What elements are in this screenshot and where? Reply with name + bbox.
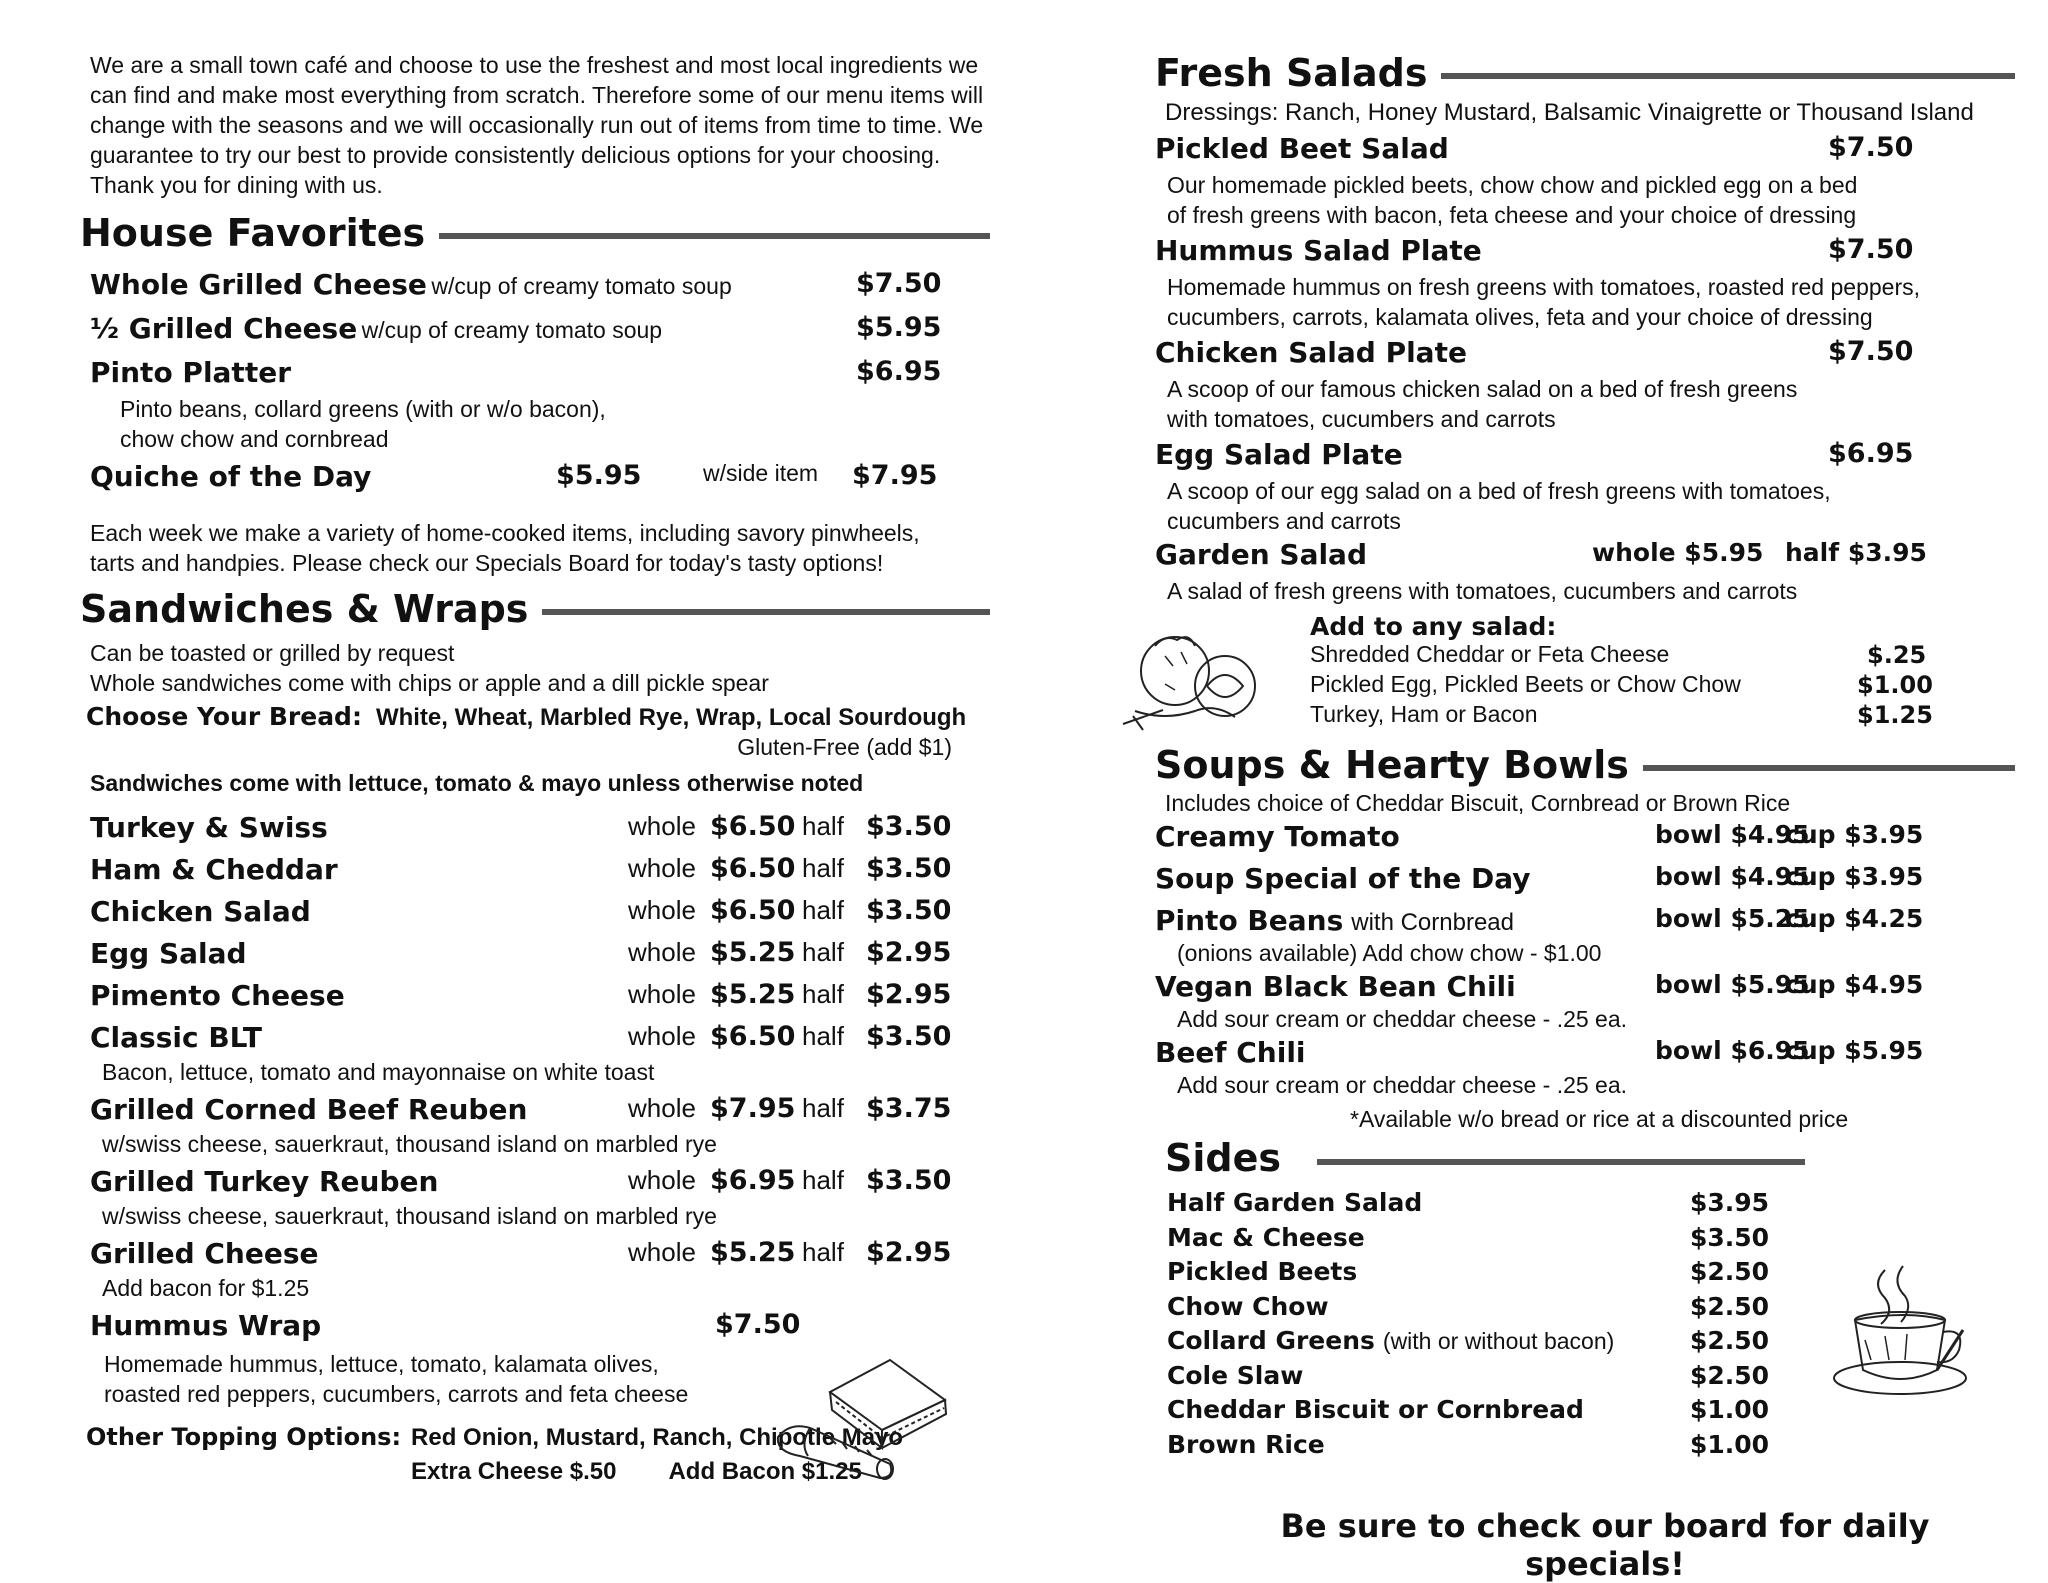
item-description: cucumbers, carrots, kalamata olives, feta and your choice of dressing — [1167, 304, 1873, 330]
addons-title: Add to any salad: — [1310, 612, 1557, 641]
item-price: $6.95 — [856, 356, 942, 387]
soups-heading — [1155, 742, 2015, 788]
addon-price: $1.00 — [1857, 671, 1933, 699]
addon-label: Turkey, Ham or Bacon — [1310, 701, 1538, 727]
half-price: half $3.95 — [1785, 538, 1927, 567]
section-rule — [1441, 73, 2015, 79]
sandwiches-heading — [80, 586, 990, 632]
side-row — [1155, 1223, 2015, 1258]
item-description: (onions available) Add chow chow - $1.00 — [1177, 940, 1602, 966]
soup-row — [1155, 862, 2015, 902]
item-name: Cole Slaw — [1167, 1360, 1304, 1390]
sandwich-row — [90, 1093, 990, 1135]
item-sub: with Cornbread — [1351, 909, 1514, 936]
item-name: Chicken Salad Plate — [1155, 336, 1467, 369]
whole-price: $6.50 — [710, 811, 796, 842]
item-description: of fresh greens with bacon, feta cheese and your choice of dressing — [1167, 202, 1857, 228]
side-label: w/side item — [703, 460, 819, 486]
item-name: Vegan Black Bean Chili — [1155, 970, 1516, 1003]
bowl-price: bowl $5.95 — [1655, 970, 1810, 999]
item-price: $2.50 — [1690, 1360, 1770, 1390]
item-name: Egg Salad Plate — [1155, 438, 1403, 471]
item-name: Whole Grilled Cheese — [90, 268, 427, 301]
addon-label: Pickled Egg, Pickled Beets or Chow Chow — [1310, 671, 1741, 697]
whole-label: whole — [628, 1093, 696, 1123]
intro-paragraph: We are a small town café and choose to use the freshest and most local ingredients we can find and make most everything from scratch. Therefore some of our menu items will change with the seasons and we will occasionally run out of items from time to time. We guarantee to try our best to provide consistently delicious options for your choosing. Thank you for dining with us. — [90, 52, 984, 198]
daily-specials-footer: Be sure to check our board for daily specials! — [1280, 1507, 1930, 1583]
sandwich-row — [90, 811, 990, 853]
item-price: $5.95 — [856, 312, 942, 343]
bread-label: Choose Your Bread: — [86, 702, 362, 731]
item-name: Brown Rice — [1167, 1429, 1325, 1459]
item-sub: w/cup of creamy tomato soup — [361, 317, 663, 343]
item-description: Add bacon for $1.25 — [102, 1275, 310, 1301]
section-rule — [542, 609, 990, 615]
item-name: Mac & Cheese — [1167, 1222, 1365, 1252]
sandwich-row — [90, 853, 990, 895]
whole-label: whole — [628, 1165, 696, 1195]
sandwich-row — [90, 895, 990, 937]
half-price: $2.95 — [866, 1237, 952, 1268]
whole-label: whole — [628, 895, 696, 925]
half-label: half — [802, 979, 844, 1009]
item-name: Hummus Wrap — [90, 1309, 322, 1342]
item-name: Grilled Cheese — [90, 1237, 319, 1270]
item-name: Cheddar Biscuit or Cornbread — [1167, 1395, 1584, 1424]
soup-row — [1155, 1036, 2015, 1076]
add-bacon: Add Bacon $1.25 — [668, 1458, 862, 1485]
half-price: $3.50 — [866, 1165, 952, 1196]
item-price: $1.00 — [1690, 1395, 1770, 1424]
item-price: $7.50 — [1828, 234, 1914, 265]
soups-title: Soups & Hearty Bowls — [1155, 743, 1629, 787]
half-label: half — [802, 1021, 844, 1051]
half-price: $3.50 — [866, 895, 952, 926]
side-row — [1155, 1188, 2015, 1223]
addon-row — [1310, 671, 1940, 701]
house-favorites-title: House Favorites — [80, 211, 426, 255]
sandwich-note: Whole sandwiches come with chips or apple and a dill pickle spear — [90, 670, 769, 696]
whole-price: $6.50 — [710, 895, 796, 926]
item-sub: w/cup of creamy tomato soup — [431, 273, 732, 299]
item-name: Classic BLT — [90, 1021, 262, 1054]
half-label: half — [802, 1165, 844, 1195]
item-name: Garden Salad — [1155, 538, 1367, 571]
sandwich-row — [90, 937, 990, 979]
item-sub: (with or without bacon) — [1382, 1328, 1615, 1354]
item-description: chow chow and cornbread — [120, 426, 389, 452]
house-favorites-heading — [80, 210, 990, 256]
item-name: Collard Greens — [1167, 1326, 1375, 1355]
item-name: Hummus Salad Plate — [1155, 234, 1482, 267]
whole-price: $6.50 — [710, 853, 796, 884]
sandwich-wrap-illustration — [770, 1352, 960, 1482]
addon-price: $1.25 — [1857, 701, 1933, 729]
half-price: $3.50 — [866, 811, 952, 842]
item-name: Turkey & Swiss — [90, 811, 328, 844]
extra-cheese: Extra Cheese $.50 — [411, 1458, 617, 1485]
soups-note: *Available w/o bread or rice at a discounted price — [1350, 1106, 1849, 1132]
item-price: $3.50 — [1690, 1222, 1770, 1252]
whole-label: whole — [628, 853, 696, 883]
item-description: Homemade hummus, lettuce, tomato, kalamata olives, — [104, 1351, 659, 1377]
item-name: Egg Salad — [90, 937, 247, 970]
addon-list — [1310, 641, 1940, 731]
bread-options: White, Wheat, Marbled Rye, Wrap, Local Sourdough — [375, 704, 967, 731]
item-price: $7.50 — [856, 268, 942, 299]
side-price: $7.95 — [852, 460, 938, 491]
sandwich-row — [90, 1021, 990, 1063]
section-rule — [1643, 765, 2015, 771]
section-rule — [1317, 1159, 1805, 1165]
sandwich-row — [90, 1237, 990, 1279]
cup-price: cup $3.95 — [1785, 820, 1924, 849]
menu-item — [90, 312, 990, 356]
item-description: Add sour cream or cheddar cheese - .25 ea. — [1177, 1006, 1628, 1032]
whole-price: $6.95 — [710, 1165, 796, 1196]
item-name: Pinto Platter — [90, 356, 292, 389]
item-price: $6.95 — [1828, 438, 1914, 469]
item-price: $7.50 — [1828, 336, 1914, 367]
menu-item — [90, 268, 990, 312]
left-column — [80, 50, 990, 1486]
item-price: $2.50 — [1690, 1291, 1770, 1321]
coffee-cup-illustration — [1825, 1260, 1975, 1410]
item-name: Grilled Turkey Reuben — [90, 1165, 439, 1198]
salad-row — [1155, 132, 2015, 170]
half-label: half — [802, 1237, 844, 1267]
half-label: half — [802, 937, 844, 967]
addon-price: $.25 — [1867, 641, 1927, 669]
whole-label: whole — [628, 811, 696, 841]
dressings-note: Dressings: Ranch, Honey Mustard, Balsamic Vinaigrette or Thousand Island — [1165, 99, 1974, 126]
bowl-price: bowl $4.95 — [1655, 820, 1810, 849]
right-column — [1155, 50, 2015, 1583]
whole-price: $5.25 — [710, 937, 796, 968]
gluten-free-note: Gluten-Free (add $1) — [737, 734, 952, 760]
salad-list — [1155, 132, 2015, 536]
cup-price: cup $5.95 — [1785, 1036, 1924, 1065]
salad-row — [1155, 438, 2015, 476]
item-price: $3.95 — [1690, 1188, 1770, 1217]
half-price: $2.95 — [866, 937, 952, 968]
half-label: half — [802, 811, 844, 841]
item-description: w/swiss cheese, sauerkraut, thousand island on marbled rye — [102, 1131, 717, 1157]
sandwich-list — [90, 811, 990, 1303]
half-price: $3.50 — [866, 1021, 952, 1052]
addon-label: Shredded Cheddar or Feta Cheese — [1310, 641, 1670, 667]
soup-row — [1155, 820, 2015, 860]
fresh-salads-title: Fresh Salads — [1155, 51, 1428, 95]
toppings-label: Other Topping Options: — [86, 1423, 402, 1451]
item-description: Bacon, lettuce, tomato and mayonnaise on white toast — [102, 1059, 655, 1085]
item-name: Pickled Beets — [1167, 1257, 1358, 1286]
item-description: w/swiss cheese, sauerkraut, thousand island on marbled rye — [102, 1203, 717, 1229]
item-description: Our homemade pickled beets, chow chow and pickled egg on a bed — [1167, 172, 1858, 198]
item-price: $5.95 — [556, 460, 642, 491]
whole-price: $6.50 — [710, 1021, 796, 1052]
item-price: $2.50 — [1690, 1326, 1770, 1355]
item-name: Grilled Corned Beef Reuben — [90, 1093, 528, 1126]
menu-item-garden-salad — [1155, 538, 2015, 576]
item-description: with tomatoes, cucumbers and carrots — [1167, 406, 1556, 432]
salad-row — [1155, 234, 2015, 272]
item-name: Half Garden Salad — [1167, 1188, 1423, 1217]
menu-item-quiche — [90, 460, 990, 506]
sides-title: Sides — [1165, 1136, 1281, 1180]
item-description: Pinto beans, collard greens (with or w/o bacon), — [120, 396, 606, 422]
sandwich-row — [90, 979, 990, 1021]
item-name: Quiche of the Day — [90, 460, 372, 493]
whole-price: $5.25 — [710, 979, 796, 1010]
soup-row — [1155, 904, 2015, 944]
salad-row — [1155, 336, 2015, 374]
sandwich-default-note: Sandwiches come with lettuce, tomato & mayo unless otherwise noted — [90, 770, 864, 796]
item-price: $1.00 — [1690, 1429, 1770, 1459]
soups-includes: Includes choice of Cheddar Biscuit, Cornbread or Brown Rice — [1165, 790, 1791, 816]
whole-label: whole — [628, 1237, 696, 1267]
item-description: Add sour cream or cheddar cheese - .25 ea. — [1177, 1072, 1628, 1098]
soup-list — [1155, 820, 2015, 1100]
item-name: Beef Chili — [1155, 1036, 1306, 1069]
half-label: half — [802, 895, 844, 925]
item-name: Chicken Salad — [90, 895, 311, 928]
side-row — [1155, 1430, 2015, 1465]
cup-price: cup $4.25 — [1785, 904, 1924, 933]
whole-label: whole — [628, 979, 696, 1009]
whole-label: whole — [628, 937, 696, 967]
item-name: Pimento Cheese — [90, 979, 345, 1012]
half-price: $3.50 — [866, 853, 952, 884]
sandwiches-title: Sandwiches & Wraps — [80, 587, 529, 631]
whole-price: $7.95 — [710, 1093, 796, 1124]
cup-price: cup $3.95 — [1785, 862, 1924, 891]
sandwich-note: Can be toasted or grilled by request — [90, 640, 455, 666]
vegetables-illustration — [1115, 616, 1285, 736]
addon-row — [1310, 701, 1940, 731]
item-name: Pinto Beans — [1155, 904, 1344, 937]
menu-item-hummus-wrap — [90, 1309, 990, 1349]
item-description: Homemade hummus on fresh greens with tomatoes, roasted red peppers, — [1167, 274, 1920, 300]
item-name: Pickled Beet Salad — [1155, 132, 1449, 165]
item-name: Ham & Cheddar — [90, 853, 338, 886]
half-label: half — [802, 853, 844, 883]
item-price: $2.50 — [1690, 1257, 1770, 1286]
sides-heading — [1165, 1136, 1805, 1180]
house-note: Each week we make a variety of home-cooked items, including savory pinwheels, tarts and handpies. Please check our Specials Board for today's tasty options! — [90, 520, 920, 576]
item-name: Creamy Tomato — [1155, 820, 1400, 853]
salad-addons — [1155, 606, 2015, 736]
item-description: A salad of fresh greens with tomatoes, cucumbers and carrots — [1167, 578, 1798, 604]
fresh-salads-heading — [1155, 50, 2015, 96]
sandwich-row — [90, 1165, 990, 1207]
item-name: Soup Special of the Day — [1155, 862, 1531, 895]
soup-row — [1155, 970, 2015, 1010]
item-description: A scoop of our famous chicken salad on a bed of fresh greens — [1167, 376, 1798, 402]
bowl-price: bowl $6.95 — [1655, 1036, 1810, 1065]
item-name: Chow Chow — [1167, 1291, 1329, 1321]
item-price: $7.50 — [715, 1309, 801, 1340]
half-price: $3.75 — [866, 1093, 952, 1124]
whole-label: whole — [628, 1021, 696, 1051]
menu-item — [90, 356, 990, 394]
addon-row — [1310, 641, 1940, 671]
item-description: cucumbers and carrots — [1167, 508, 1401, 534]
toppings-list: Red Onion, Mustard, Ranch, Chipotle Mayo — [411, 1424, 904, 1451]
item-price: $7.50 — [1828, 132, 1914, 163]
bowl-price: bowl $4.95 — [1655, 862, 1810, 891]
item-description: roasted red peppers, cucumbers, carrots and feta cheese — [104, 1381, 689, 1407]
half-price: $2.95 — [866, 979, 952, 1010]
half-label: half — [802, 1093, 844, 1123]
bowl-price: bowl $5.25 — [1655, 904, 1810, 933]
item-name: ½ Grilled Cheese — [90, 312, 358, 345]
whole-price: whole $5.95 — [1592, 538, 1764, 567]
cup-price: cup $4.95 — [1785, 970, 1924, 999]
whole-price: $5.25 — [710, 1237, 796, 1268]
bread-choice — [86, 702, 990, 732]
item-description: A scoop of our egg salad on a bed of fresh greens with tomatoes, — [1167, 478, 1831, 504]
section-rule — [439, 233, 990, 239]
